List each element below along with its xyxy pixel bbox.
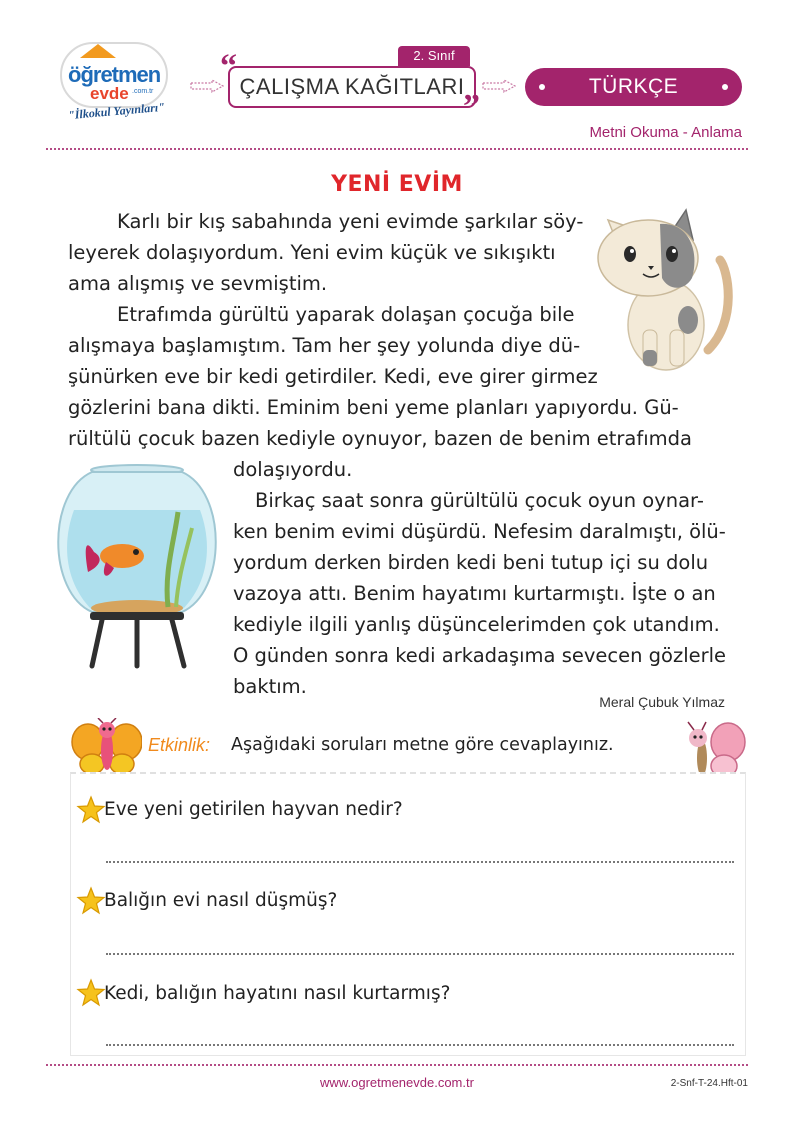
- footer-divider: [46, 1064, 748, 1066]
- topic-label: Metni Okuma - Anlama: [589, 124, 742, 141]
- arrow-icon: [190, 79, 224, 93]
- activity-label: Etkinlik:: [148, 735, 211, 755]
- subject-pill: [525, 68, 742, 106]
- logo-house-icon: [80, 44, 116, 58]
- footer-url[interactable]: www.ogretmenevde.com.tr: [320, 1075, 474, 1090]
- story-line: şünürken eve bir kedi getirdiler. Kedi, eve girer girmez: [68, 365, 598, 388]
- worksheet-title-box: [228, 66, 476, 108]
- story-line: Birkaç saat sonra gürültülü çocuk oyun oynar-: [255, 489, 704, 512]
- grade-tag: 2. Sınıf: [398, 46, 470, 66]
- answer-line-2[interactable]: [106, 953, 734, 955]
- activity-instruction: Aşağıdaki soruları metne göre cevaplayınız.: [231, 735, 614, 755]
- logo-word-ogretmen: öğretmen: [68, 62, 161, 87]
- story-line: rültülü çocuk bazen kediyle oynuyor, bazen de benim etrafımda: [68, 427, 692, 450]
- star-icon: [76, 886, 106, 916]
- question-3: Kedi, balığın hayatını nasıl kurtarmış?: [104, 983, 451, 1004]
- footer-code: 2-Snf-T-24.Hft-01: [670, 1078, 748, 1089]
- cat-illustration: [588, 200, 733, 375]
- story-line: leyerek dolaşıyordum. Yeni evim küçük ve sıkışıktı: [68, 241, 556, 264]
- story-line: baktım.: [233, 675, 307, 698]
- butterfly-icon: [70, 718, 142, 778]
- story-line: Etrafımda gürültü yaparak dolaşan çocuğa bile: [117, 303, 575, 326]
- story-line: alışmaya başlamıştım. Tam her şey yolunda diye dü-: [68, 334, 581, 357]
- quote-open-mark: “: [220, 48, 237, 85]
- star-icon: [76, 978, 106, 1008]
- story-line: kediyle ilgili yanlış düşüncelerimden çok utandım.: [233, 613, 720, 636]
- logo-word-evde: evde: [90, 84, 129, 103]
- publisher-logo: [50, 34, 190, 129]
- story-line: ken benim evimi düşürdü. Nefesim daralmıştı, ölü-: [233, 520, 726, 543]
- worksheet-title: ÇALIŞMA KAĞITLARI: [239, 74, 465, 99]
- quote-close-mark: ”: [463, 88, 480, 125]
- pill-dot-right: [722, 84, 728, 90]
- answer-line-3[interactable]: [106, 1044, 734, 1046]
- answer-line-1[interactable]: [106, 861, 734, 863]
- logo-tagline: "İlkokul Yayınları": [67, 99, 166, 123]
- logo-domain: .com.tr: [132, 88, 154, 95]
- story-line: vazoya attı. Benim hayatımı kurtarmıştı. İşte o an: [233, 582, 716, 605]
- story-title: YENİ EVİM: [331, 172, 463, 197]
- star-icon: [76, 795, 106, 825]
- question-1: Eve yeni getirilen hayvan nedir?: [104, 799, 403, 820]
- story-line: Karlı bir kış sabahında yeni evimde şarkılar söy-: [117, 210, 584, 233]
- question-2: Balığın evi nasıl düşmüş?: [104, 890, 338, 911]
- story-line: gözlerini bana dikti. Eminim beni yeme planları yapıyordu. Gü-: [68, 396, 679, 419]
- story-line: dolaşıyordu.: [233, 458, 353, 481]
- story-author: Meral Çubuk Yılmaz: [599, 694, 725, 710]
- story-line: O günden sonra kedi arkadaşıma sevecen gözlerle: [233, 644, 727, 667]
- arrow-icon: [482, 79, 516, 93]
- header-divider: [46, 148, 748, 150]
- subject-label: TÜRKÇE: [588, 75, 679, 98]
- story-line: yordum derken birden kedi beni tutup içi su dolu: [233, 551, 709, 574]
- fishbowl-illustration: [52, 462, 222, 672]
- story-line: ama alışmış ve sevmiştim.: [68, 272, 328, 295]
